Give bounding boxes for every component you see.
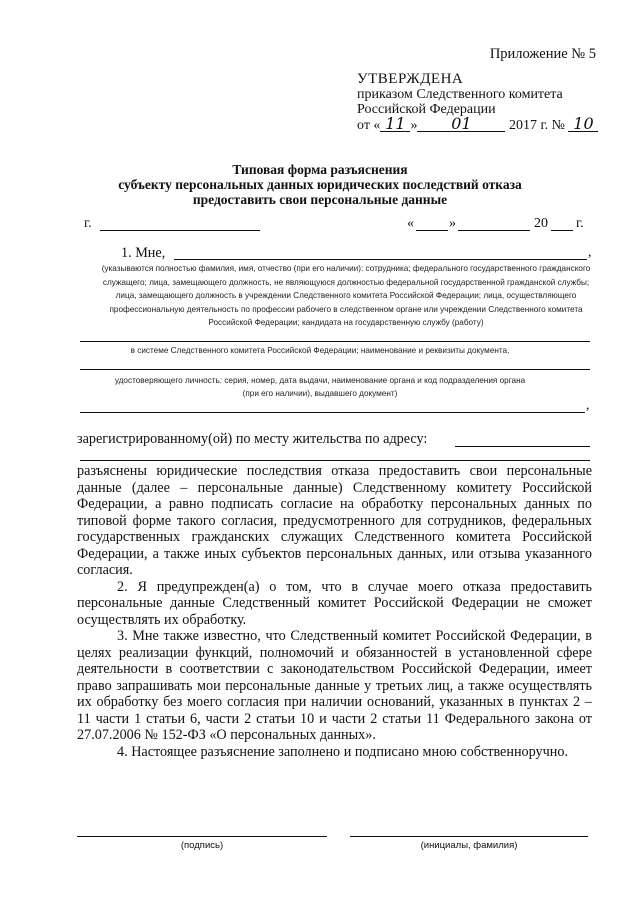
document-hint: в системе Следственного комитета Российской Федерации; наименование и реквизиты документа, <box>130 346 510 355</box>
approved-heading: УТВЕРЖДЕНА <box>357 71 464 87</box>
date-close-quote: » <box>449 216 456 231</box>
date-prefix: от « <box>357 118 381 133</box>
address-field-2[interactable] <box>80 460 590 461</box>
fio-hint: (указываются полностью фамилия, имя, отчество (при его наличии): сотрудника; федерального государственного гражданского служащего; лица, замещающего должность, не являющуюся должностью федеральной государственной гражданской службы; лица, замещающего должность в учреждении Следственного комитета Российской Федерации; лица, осуществляющего профессиональную деятельность по профессии рабочего в следственном органе или учреждении Следственного комитета Российской Федерации; кандидата на государственную службу (работу) <box>101 264 591 327</box>
address-field[interactable] <box>455 446 590 447</box>
year-prefix: 20 <box>534 216 548 231</box>
date-sep: » <box>410 118 418 133</box>
date-open-quote: « <box>407 216 414 231</box>
item1-comma: , <box>588 245 592 260</box>
item1-lead: 1. Мне, <box>121 245 166 261</box>
paragraph-4: 4. Настоящее разъяснение заполнено и подписано мною собственноручно. <box>117 743 568 760</box>
document-hint-2: удостоверяющего личность: серия, номер, дата выдачи, наименование органа и код подразделения органа <box>114 376 526 385</box>
registered-label: зарегистрированному(ой) по месту жительства по адресу: <box>77 431 428 447</box>
signature-label: (подпись) <box>180 840 224 851</box>
approval-block <box>357 72 598 133</box>
day-field[interactable] <box>416 230 448 231</box>
item1-comma-2: , <box>586 398 590 413</box>
name-field[interactable] <box>350 836 588 837</box>
order-day: 11 <box>380 117 410 132</box>
paragraph-3: 3. Мне также известно, что Следственный комитет Российской Федерации, в целях реализации функций, полномочий и обязанностей в установленной сфере деятельности в соответствии с законодательством Российской Федерации, имеет право запрашивать мои персональные данные у третьих лиц, а также осуществлять их обработку без моего согласия при наличии оснований, указанных в пунктах 2 – 11 части 1 статьи 6, части 2 статьи 10 и части 2 статьи 11 Федерального закона от 27.07.2006 № 152-ФЗ «О персональных данных». <box>77 628 592 743</box>
year-suffix: г. <box>576 216 584 231</box>
order-month: 01 <box>417 117 505 132</box>
city-prefix: г. <box>84 216 92 231</box>
document-hint-3: (при его наличии), выдавшего документ) <box>242 389 398 398</box>
fio-field[interactable] <box>174 259 587 260</box>
city-field[interactable] <box>100 230 260 231</box>
form-title <box>0 162 640 207</box>
document-field[interactable] <box>80 369 590 370</box>
order-number: 10 <box>568 117 598 132</box>
paragraph-2: 2. Я предупрежден(а) о том, что в случае моего отказа предоставить персональные данные Следственный комитет Российской Федерации не сможет осуществлять их обработку. <box>77 578 592 628</box>
title-line-2: субъекту персональных данных юридических последствий отказа <box>118 177 522 192</box>
appendix-label: Приложение № 5 <box>489 46 596 62</box>
order-line-1: приказом Следственного комитета <box>357 87 563 102</box>
signature-field[interactable] <box>77 836 327 837</box>
title-line-3: предоставить свои персональные данные <box>192 192 448 207</box>
paragraph-1: разъяснены юридические последствия отказа предоставить свои персональные данные (далее – персональные данные) Следственному комитету Российской Федерации, а равно подписать согласие на обработку персональных данных по типовой форме такого согласия, предусмотренного для сотрудников, федеральных государственных гражданских служащих Следственного комитета Российской Федерации, а также иных субъектов персональных данных, или отзыва указанного согласия. <box>77 463 592 578</box>
year-field[interactable] <box>551 230 573 231</box>
position-field[interactable] <box>80 341 590 342</box>
month-field[interactable] <box>458 230 530 231</box>
issuer-field[interactable] <box>80 412 585 413</box>
order-line-2: Российской Федерации <box>357 102 496 117</box>
body-text <box>77 463 592 760</box>
order-year: 2017 г. № <box>508 118 565 133</box>
order-date-line <box>357 114 598 133</box>
title-line-1: Типовая форма разъяснения <box>232 162 408 177</box>
name-label: (инициалы, фамилия) <box>420 840 518 851</box>
